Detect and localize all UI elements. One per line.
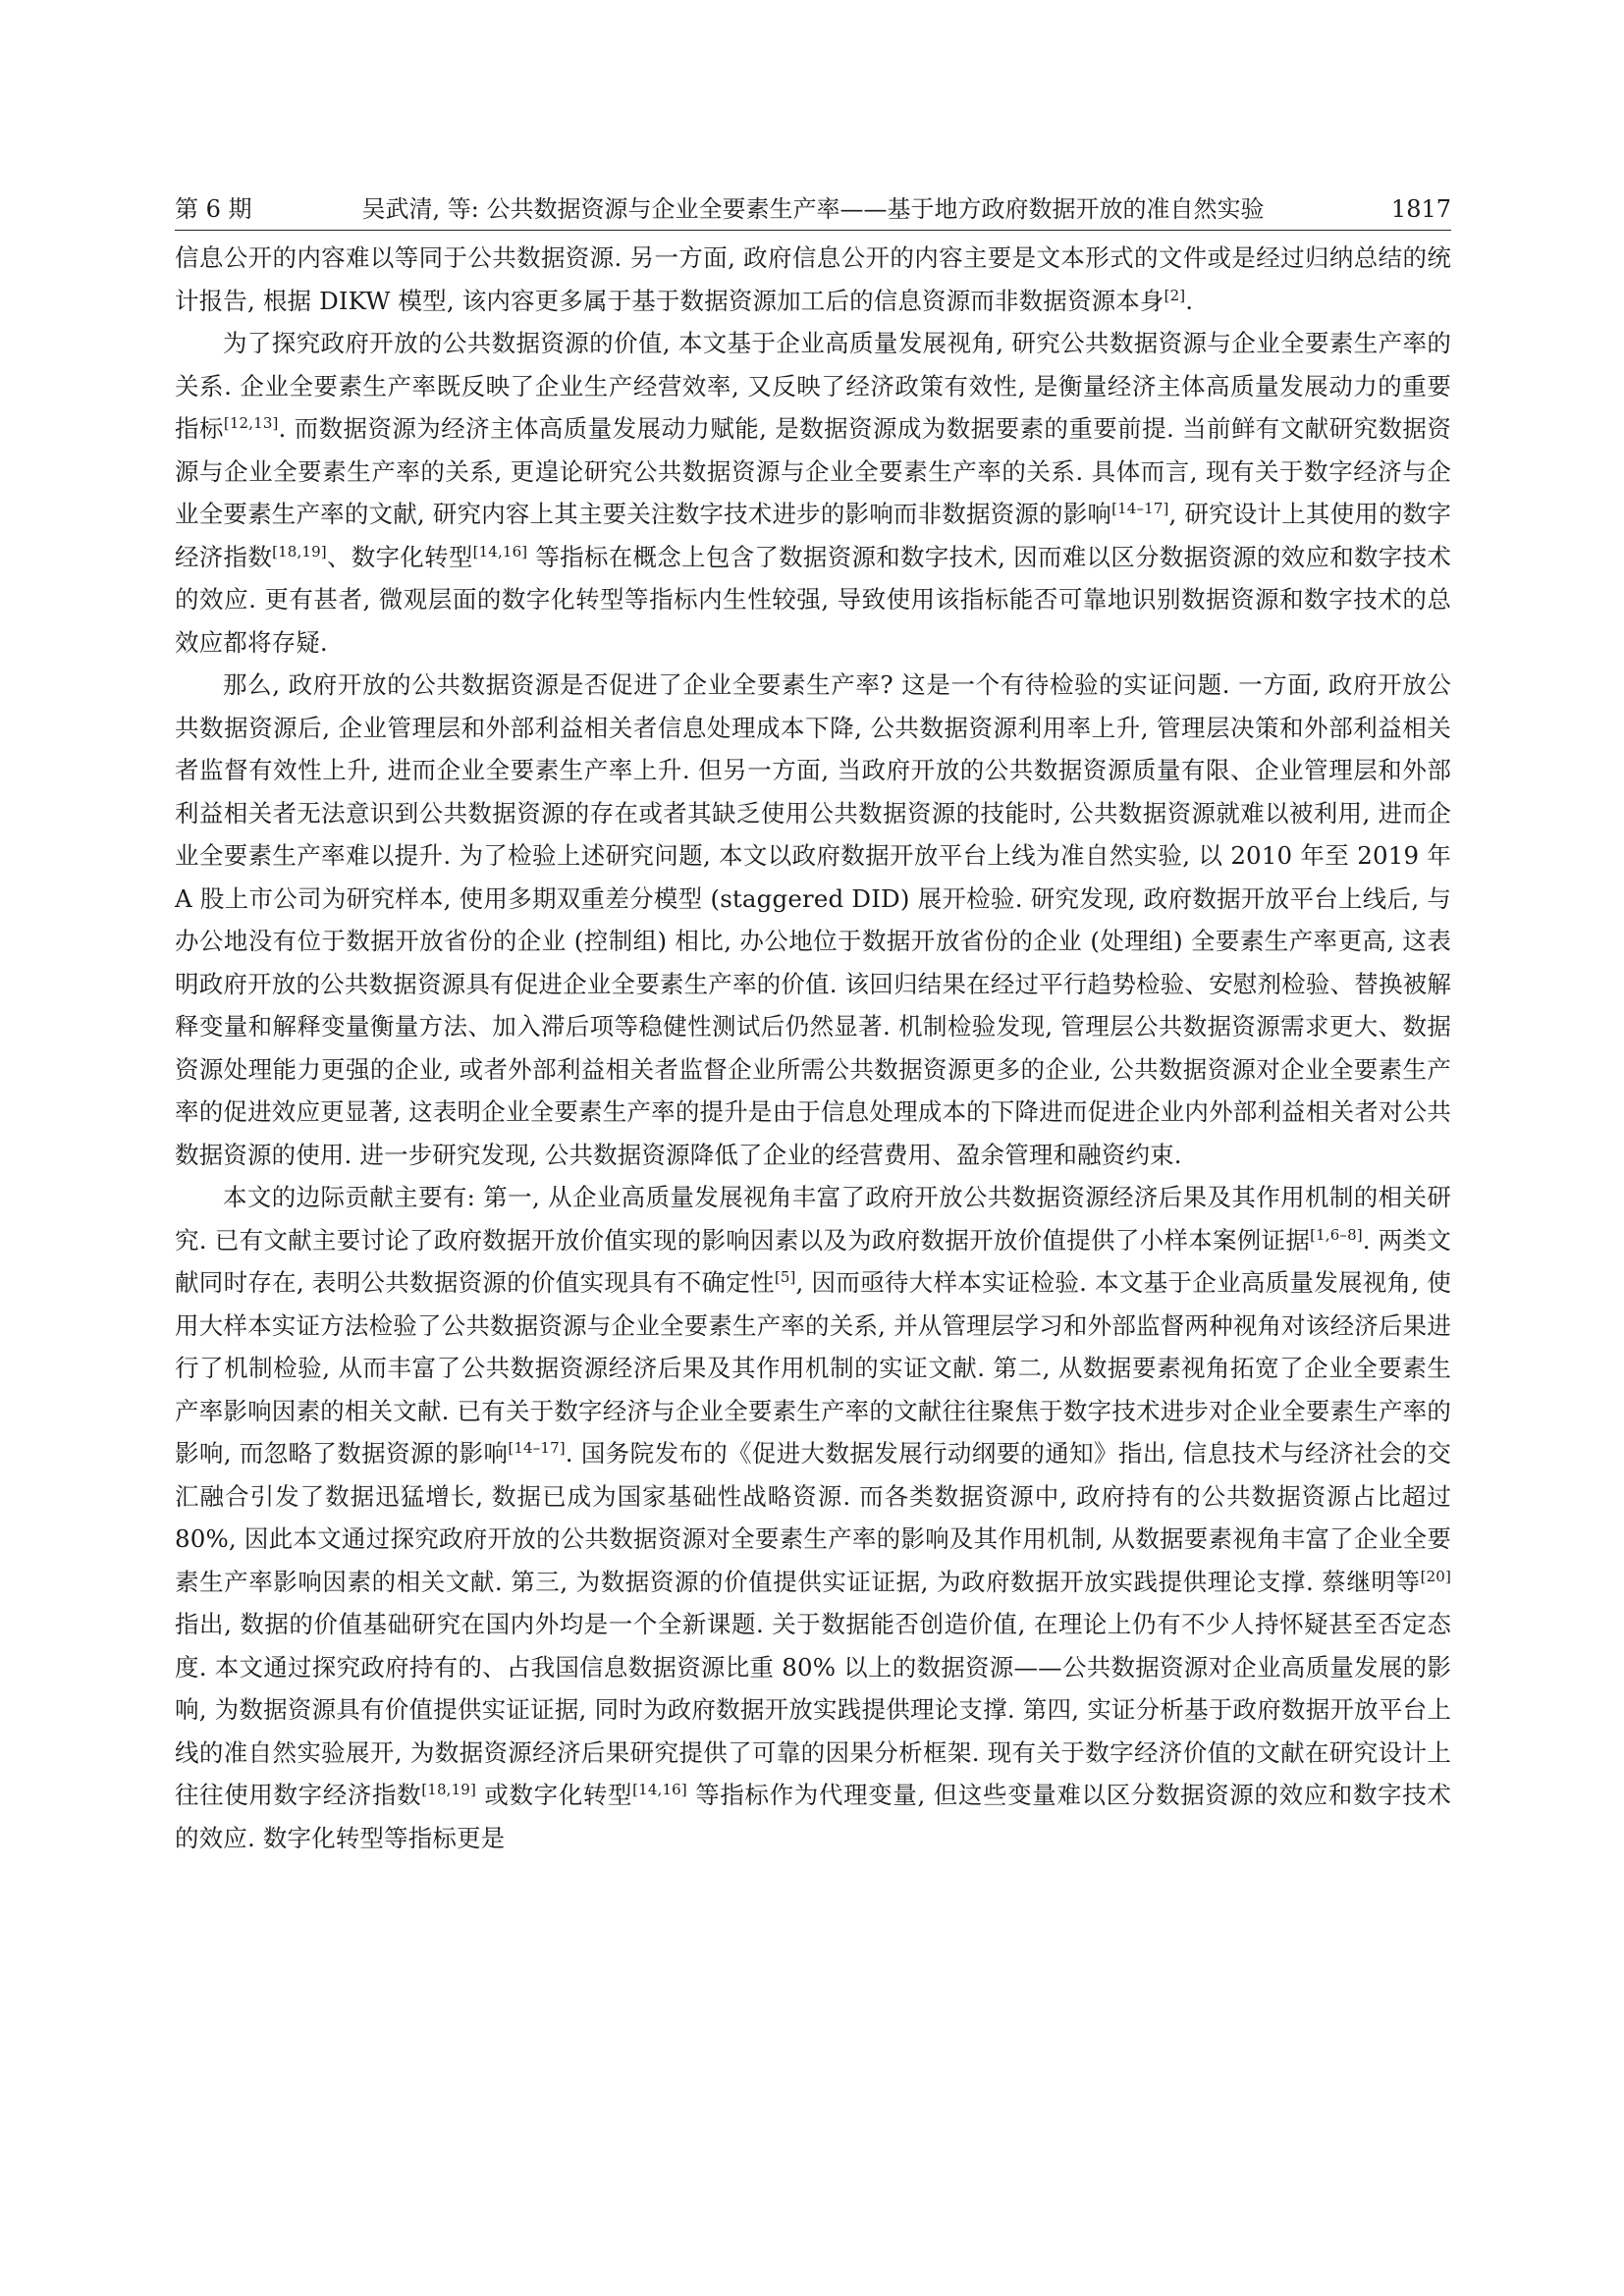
citation-reference: [14,16] <box>472 542 528 561</box>
citation-reference: [14,16] <box>632 1781 687 1798</box>
running-title: 吴武清, 等: 公共数据资源与企业全要素生产率——基于地方政府数据开放的准自然实验 <box>361 195 1265 223</box>
citation-reference: [1,6–8] <box>1310 1225 1363 1244</box>
citation-reference: [5] <box>774 1268 796 1286</box>
paragraph-text: 本文的边际贡献主要有: 第一, 从企业高质量发展视角丰富了政府开放公共数据资源经济后果及其作用机制的相关研究. 已有文献主要讨论了政府数据开放价值实现的影响因素以及为政府数据开放价值提供了小样本案例证据 <box>175 1183 1451 1255</box>
running-header <box>175 192 1451 231</box>
body-paragraph <box>175 237 1451 322</box>
issue-label: 第 6 期 <box>175 195 252 223</box>
paragraph-text: . 两类文献同时存在, 表明公共数据资源的价值实现具有不确定性 <box>175 1225 1451 1297</box>
citation-reference: [2] <box>1164 286 1186 304</box>
paragraph-text: 那么, 政府开放的公共数据资源是否促进了企业全要素生产率? 这是一个有待检验的实证问题. 一方面, 政府开放公共数据资源后, 企业管理层和外部利益相关者信息处理成本下降, 公共数据资源利用率上升, 管理层决策和外部利益相关者监督有效性上升, 进而企业全要素生产率上升. 但另一方面, 当政府开放的公共数据资源质量有限、企业管理层和外部利益相关者无法意识到公共数据资源的存在或者其缺乏使用公共数据资源的技能时, 公共数据资源就难以被利用, 进而企业全要素生产率难以提升. 为了检验上述研究问题, 本文以政府数据开放平台上线为准自然实验, 以 2010 年至 2019 年 A 股上市公司为研究样本, 使用多期双重差分模型 (staggered DID) 展开检验. 研究发现, 政府数据开放平台上线后, 与办公地没有位于数据开放省份的企业 (控制组) 相比, 办公地位于数据开放省份的企业 (处理组) 全要素生产率更高, 这表明政府开放的公共数据资源具有促进企业全要素生产率的价值. 该回归结果在经过平行趋势检验、安慰剂检验、替换被解释变量和解释变量衡量方法、加入滞后项等稳健性测试后仍然显著. 机制检验发现, 管理层公共数据资源需求更大、数据资源处理能力更强的企业, 或者外部利益相关者监督企业所需公共数据资源更多的企业, 公共数据资源对企业全要素生产率的促进效应更显著, 这表明企业全要素生产率的提升是由于信息处理成本的下降进而促进企业内外部利益相关者对公共数据资源的使用. 进一步研究发现, 公共数据资源降低了企业的经营费用、盈余管理和融资约束. <box>175 670 1451 1169</box>
paragraph-text: , 研究设计上其使用的数字经济指数 <box>175 500 1452 571</box>
body-paragraph <box>175 1176 1451 1859</box>
paragraph-text: . 而数据资源为经济主体高质量发展动力赋能, 是数据资源成为数据要素的重要前提. 当前鲜有文献研究数据资源与企业全要素生产率的关系, 更遑论研究公共数据资源与企业全要素生产率的关系. 具体而言, 现有关于数字经济与企业全要素生产率的文献, 研究内容上其主要关注数字技术进步的影响而非数据资源的影响 <box>175 414 1451 528</box>
paragraph-text: , 因而亟待大样本实证检验. 本文基于企业高质量发展视角, 使用大样本实证方法检验了公共数据资源与企业全要素生产率的关系, 并从管理层学习和外部监督两种视角对该经济后果进行了机制检验, 从而丰富了公共数据资源经济后果及其作用机制的实证文献. 第二, 从数据要素视角拓宽了企业全要素生产率影响因素的相关文献. 已有关于数字经济与企业全要素生产率的文献往往聚焦于数字技术进步对企业全要素生产率的影响, 而忽略了数据资源的影响 <box>175 1268 1451 1468</box>
page-number: 1817 <box>1390 195 1451 223</box>
citation-reference: [14–17] <box>508 1439 566 1457</box>
body-paragraph <box>175 664 1451 1176</box>
paragraph-text: 指出, 数据的价值基础研究在国内外均是一个全新课题. 关于数据能否创造价值, 在理论上仍有不少人持怀疑甚至否定态度. 本文通过探究政府持有的、占我国信息数据资源比重 80% 以上的数据资源——公共数据资源对企业高质量发展的影响, 为数据资源具有价值提供实证证据, 同时为政府数据开放实践提供理论支撑. 第四, 实证分析基于政府数据开放平台上线的准自然实验展开, 为数据资源经济后果研究提供了可靠的因果分析框架. 现有关于数字经济价值的文献在研究设计上往往使用数字经济指数 <box>175 1610 1451 1809</box>
citation-reference: [18,19] <box>272 542 327 561</box>
citation-reference: [12,13] <box>223 414 279 432</box>
paragraph-text: . 国务院发布的《促进大数据发展行动纲要的通知》指出, 信息技术与经济社会的交汇融合引发了数据迅猛增长, 数据已成为国家基础性战略资源. 而各类数据资源中, 政府持有的公共数据资源占比超过 80%, 因此本文通过探究政府开放的公共数据资源对全要素生产率的影响及其作用机制, 从数据要素视角丰富了企业全要素生产率影响因素的相关文献. 第三, 为数据资源的价值提供实证证据, 为政府数据开放实践提供理论支撑. 蔡继明等 <box>175 1439 1452 1596</box>
paragraph-text: 信息公开的内容难以等同于公共数据资源. 另一方面, 政府信息公开的内容主要是文本形式的文件或是经过归纳总结的统计报告, 根据 DIKW 模型, 该内容更多属于基于数据资源加工后的信息资源而非数据资源本身 <box>175 243 1451 315</box>
paragraph-text: 等指标作为代理变量, 但这些变量难以区分数据资源的效应和数字技术的效应. 数字化转型等指标更是 <box>175 1781 1451 1852</box>
citation-reference: [18,19] <box>421 1781 476 1798</box>
paragraph-text: 或数字化转型 <box>475 1781 633 1809</box>
paragraph-text: 、数字化转型 <box>326 542 473 571</box>
body-paragraph <box>175 322 1451 664</box>
article-body <box>175 237 1451 1859</box>
citation-reference: [20] <box>1420 1567 1451 1585</box>
paragraph-text: 为了探究政府开放的公共数据资源的价值, 本文基于企业高质量发展视角, 研究公共数据资源与企业全要素生产率的关系. 企业全要素生产率既反映了企业生产经营效率, 又反映了经济政策有效性, 是衡量经济主体高质量发展动力的重要指标 <box>175 329 1451 443</box>
citation-reference: [14–17] <box>1111 500 1169 517</box>
paragraph-text: . <box>1185 286 1194 315</box>
paragraph-text: 等指标在概念上包含了数据资源和数字技术, 因而难以区分数据资源的效应和数字技术的效应. 更有甚者, 微观层面的数字化转型等指标内生性较强, 导致使用该指标能否可靠地识别数据资源和数字技术的总效应都将存疑. <box>175 542 1451 657</box>
paper-page <box>175 192 1451 1859</box>
